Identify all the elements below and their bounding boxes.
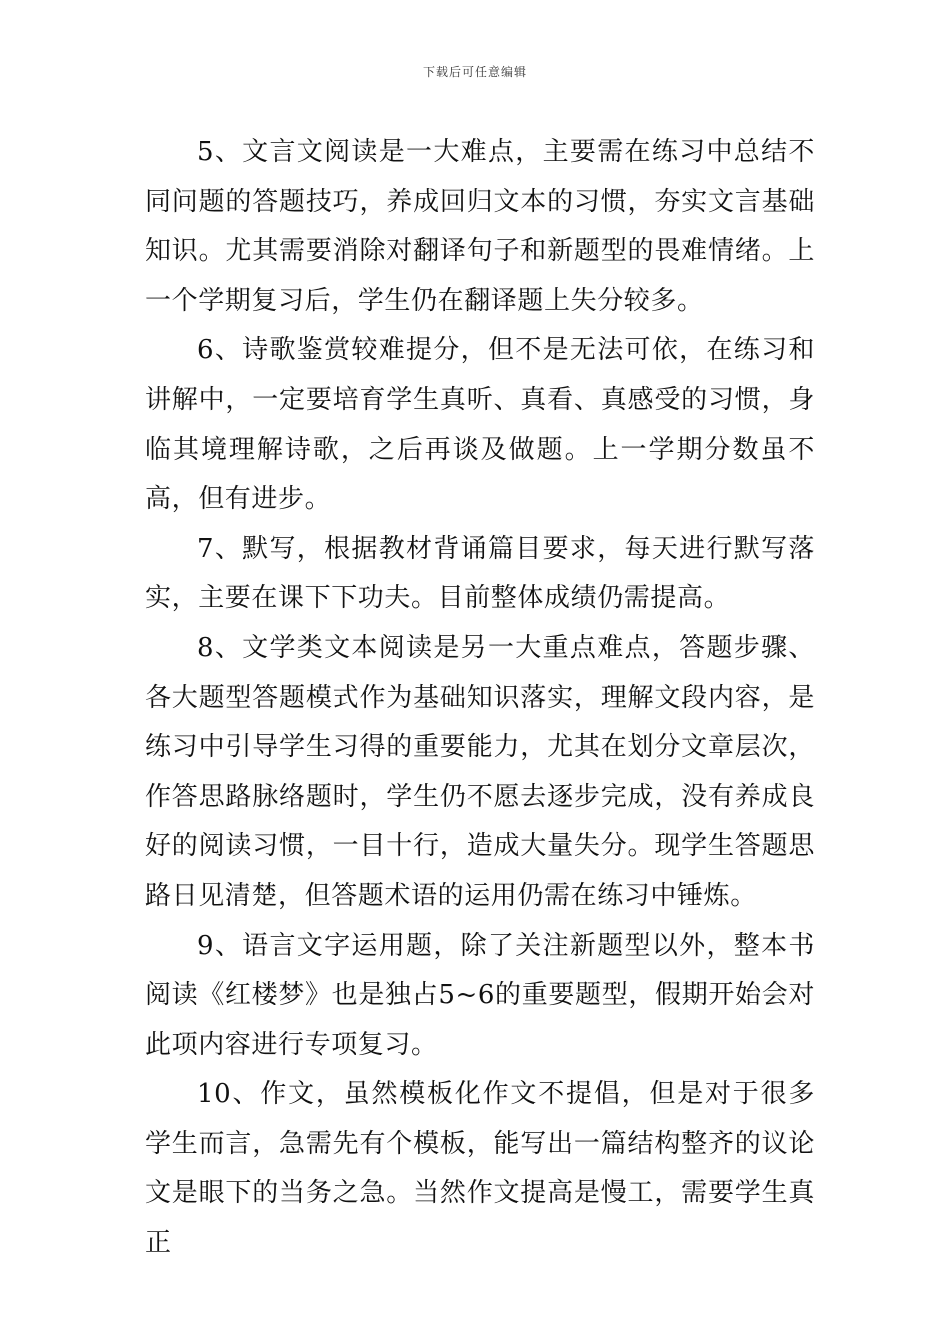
paragraph-item-8: 8、文学类文本阅读是另一大重点难点，答题步骤、各大题型答题模式作为基础知识落实，理解文段内容，是练习中引导学生习得的重要能力，尤其在划分文章层次，作答思路脉络题时，学生仍不愿去逐步完成，没有养成良好的阅读习惯，一目十行，造成大量失分。现学生答题思路日见清楚，但答题术语的运用仍需在练习中锤炼。	[145, 632, 815, 911]
paragraph-item-7: 7、默写，根据教材背诵篇目要求，每天进行默写落实，主要在课下下功夫。目前整体成绩仍需提高。	[145, 533, 815, 614]
document-body	[145, 128, 815, 1269]
paragraph-item-9: 9、语言文字运用题，除了关注新题型以外，整本书阅读《红楼梦》也是独占5~6的重要题型，假期开始会对此项内容进行专项复习。	[145, 930, 815, 1060]
paragraph-item-10: 10、作文，虽然模板化作文不提倡，但是对于很多学生而言，急需先有个模板，能写出一篇结构整齐的议论文是眼下的当务之急。当然作文提高是慢工，需要学生真正	[145, 1079, 815, 1259]
paragraph-item-6: 6、诗歌鉴赏较难提分，但不是无法可依，在练习和讲解中，一定要培育学生真听、真看、真感受的习惯，身临其境理解诗歌，之后再谈及做题。上一学期分数虽不高，但有进步。	[145, 335, 815, 515]
paragraph-item-5: 5、文言文阅读是一大难点，主要需在练习中总结不同问题的答题技巧，养成回归文本的习惯，夯实文言基础知识。尤其需要消除对翻译句子和新题型的畏难情绪。上一个学期复习后，学生仍在翻译题上失分较多。	[145, 137, 815, 316]
page-header-note: 下载后可任意编辑	[422, 65, 527, 79]
